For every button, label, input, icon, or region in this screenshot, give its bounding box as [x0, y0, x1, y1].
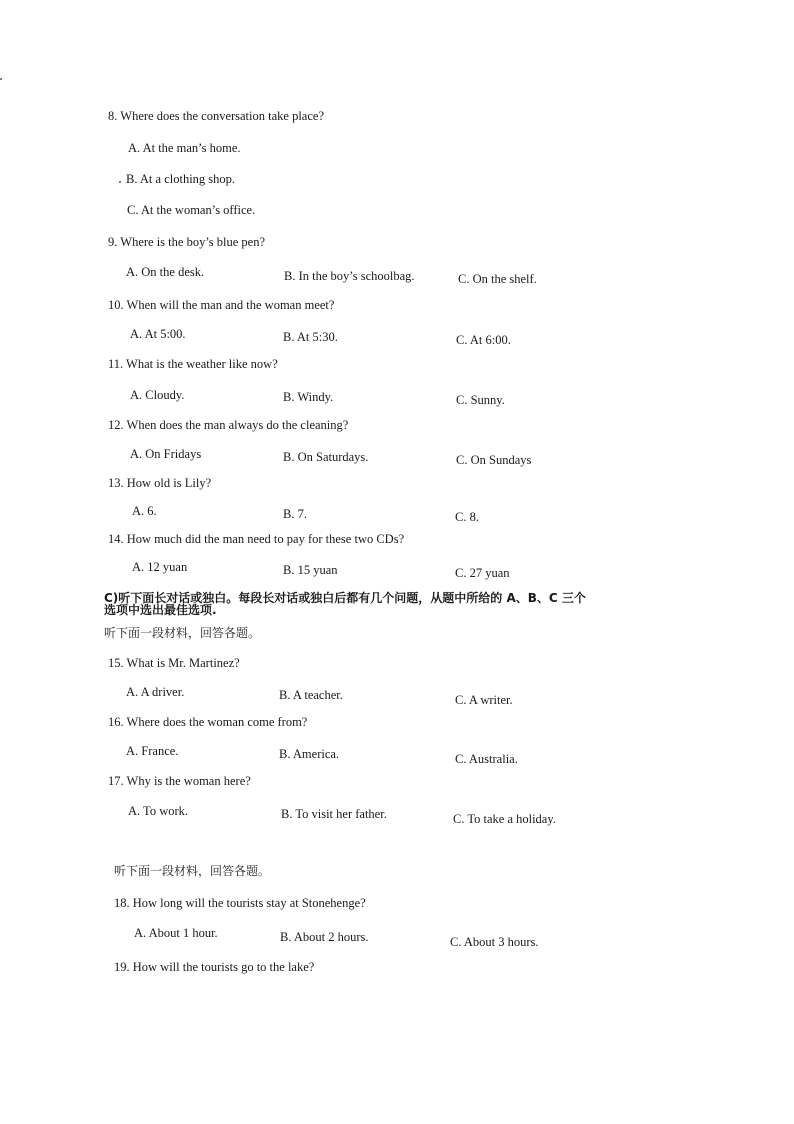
question-14-option-a: A. 12 yuan	[132, 560, 188, 574]
question-10-option-c: C. At 6:00.	[456, 333, 511, 347]
section-c-instruction-line-2: 选项中选出最佳选项.	[104, 603, 217, 617]
question-17-option-b: B. To visit her father.	[281, 807, 387, 821]
question-13-stem: 13. How old is Lily?	[108, 476, 212, 490]
material-note-2: 听下面一段材料，回答各题。	[114, 864, 271, 878]
question-9-option-c: C. On the shelf.	[458, 272, 537, 286]
question-8-option-b: B. At a clothing shop.	[126, 172, 236, 186]
question-9-option-b: B. In the boy’s schoolbag.	[284, 269, 415, 283]
question-8-stem: 8. Where does the conversation take place?	[108, 109, 324, 123]
question-14-stem: 14. How much did the man need to pay for these two CDs?	[108, 532, 405, 546]
question-17-option-c: C. To take a holiday.	[453, 812, 556, 826]
question-16-stem: 16. Where does the woman come from?	[108, 715, 308, 729]
section-c-instruction-line-1: C)听下面长对话或独白。每段长对话或独白后都有几个问题，从题中所给的 A、B、C 三个	[104, 591, 586, 605]
question-17-option-a: A. To work.	[128, 804, 189, 818]
question-12-stem: 12. When does the man always do the cleaning?	[108, 418, 349, 432]
question-11-stem: 11. What is the weather like now?	[108, 357, 278, 371]
question-18-stem: 18. How long will the tourists stay at Stonehenge?	[114, 896, 366, 910]
question-16-option-a: A. France.	[126, 744, 179, 758]
question-17-stem: 17. Why is the woman here?	[108, 774, 251, 788]
question-12-option-b: B. On Saturdays.	[283, 450, 369, 464]
question-13-option-b: B. 7.	[283, 507, 307, 521]
question-8-option-c: C. At the woman’s office.	[127, 203, 256, 217]
scan-speck	[0, 78, 2, 80]
question-14-option-b: B. 15 yuan	[283, 563, 338, 577]
question-18-option-c: C. About 3 hours.	[450, 935, 539, 949]
question-15-option-c: C. A writer.	[455, 693, 513, 707]
question-11-option-b: B. Windy.	[283, 390, 334, 404]
question-13-option-c: C. 8.	[455, 510, 479, 524]
question-11-option-a: A. Cloudy.	[130, 388, 185, 402]
question-15-option-b: B. A teacher.	[279, 688, 343, 702]
question-15-option-a: A. A driver.	[126, 685, 185, 699]
question-12-option-c: C. On Sundays	[456, 453, 532, 467]
scan-speck	[119, 181, 121, 183]
question-16-option-c: C. Australia.	[455, 752, 518, 766]
question-10-stem: 10. When will the man and the woman meet?	[108, 298, 335, 312]
question-11-option-c: C. Sunny.	[456, 393, 505, 407]
question-9-option-a: A. On the desk.	[126, 265, 205, 279]
question-15-stem: 15. What is Mr. Martinez?	[108, 656, 240, 670]
question-12-option-a: A. On Fridays	[130, 447, 202, 461]
material-note-1: 听下面一段材料，回答各题。	[104, 626, 261, 640]
question-19-stem: 19. How will the tourists go to the lake?	[114, 960, 315, 974]
question-10-option-b: B. At 5:30.	[283, 330, 338, 344]
question-14-option-c: C. 27 yuan	[455, 566, 510, 580]
question-10-option-a: A. At 5:00.	[130, 327, 186, 341]
question-16-option-b: B. America.	[279, 747, 340, 761]
question-13-option-a: A. 6.	[132, 504, 157, 518]
question-8-option-a: A. At the man’s home.	[128, 141, 241, 155]
question-9-stem: 9. Where is the boy’s blue pen?	[108, 235, 266, 249]
question-18-option-b: B. About 2 hours.	[280, 930, 369, 944]
question-18-option-a: A. About 1 hour.	[134, 926, 218, 940]
